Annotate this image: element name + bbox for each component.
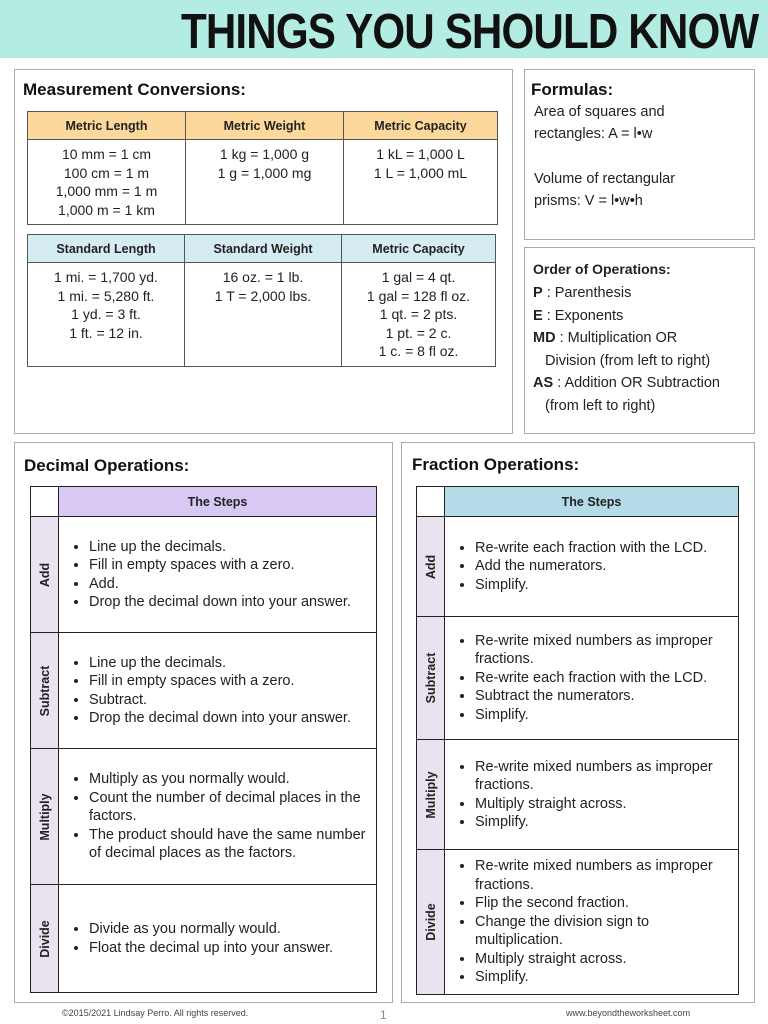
order-as <box>533 372 720 395</box>
steps-header: The Steps <box>59 487 377 517</box>
step: • Re-write each fraction with the LCD. <box>475 539 732 558</box>
decimal-title: Decimal Operations: <box>24 456 190 475</box>
step: • Drop the decimal down into your answer. <box>89 593 370 612</box>
order-box <box>524 247 755 434</box>
standard-header: Standard Weight <box>185 235 342 263</box>
order-md-cont: Division (from left to right) <box>545 352 711 369</box>
order-key: MD <box>533 330 556 346</box>
conversion: 1 g = 1,000 mg <box>217 164 312 181</box>
measurement-title: Measurement Conversions: <box>23 80 246 99</box>
conversion: 1 c. = 8 fl oz. <box>378 343 459 359</box>
page-number: 1 <box>380 1008 387 1022</box>
step: • The product should have the same number of decimal places as the factors. <box>89 826 370 863</box>
step: • Simplify. <box>475 706 732 725</box>
row-label: Subtract <box>423 652 438 704</box>
conversion: 1 kL = 1,000 L <box>376 146 465 162</box>
steps-cell <box>59 517 377 633</box>
step: • Multiply straight across. <box>475 795 732 814</box>
row-label-cell <box>31 885 59 993</box>
conversion: 1 gal = 128 fl oz. <box>366 287 471 304</box>
conversion: 1 gal = 4 qt. <box>381 269 456 285</box>
row-label-cell <box>31 749 59 885</box>
formula-line: rectangles: A = l•w <box>534 126 653 142</box>
decimal-box <box>14 442 393 1003</box>
metric-header: Metric Length <box>28 112 186 140</box>
standard-header: Metric Capacity <box>342 235 496 263</box>
order-text: : Parenthesis <box>546 285 632 301</box>
steps-cell <box>59 749 377 885</box>
title-banner <box>0 0 768 58</box>
step: • Re-write mixed numbers as improper fractions. <box>475 758 732 795</box>
steps-cell <box>445 850 739 995</box>
row-label: Multiply <box>423 770 438 819</box>
standard-weight-cell <box>185 263 342 367</box>
standard-capacity-cell <box>342 263 496 367</box>
step: • Add the numerators. <box>475 557 732 576</box>
order-as-cont: (from left to right) <box>545 397 656 414</box>
step: • Re-write mixed numbers as improper fractions. <box>475 857 732 894</box>
formula-line: prisms: V = l•w•h <box>534 193 643 209</box>
formulas-title: Formulas: <box>531 80 614 99</box>
step: • Count the number of decimal places in the factors. <box>89 789 370 826</box>
conversion: 1 ft. = 12 in. <box>69 324 143 341</box>
formulas-box <box>524 69 755 240</box>
metric-capacity-cell <box>344 140 498 225</box>
step: • Subtract. <box>89 691 370 710</box>
page-title: THINGS YOU SHOULD KNOW <box>180 5 758 59</box>
step: • Add. <box>89 575 370 594</box>
metric-length-cell <box>28 140 186 225</box>
fraction-box <box>401 442 755 1003</box>
metric-header: Metric Weight <box>186 112 344 140</box>
conversion: 100 cm = 1 m <box>63 164 150 181</box>
row-label: Multiply <box>37 792 52 841</box>
order-key: E <box>533 307 543 324</box>
order-text: : Exponents <box>546 307 624 324</box>
formula-volume <box>534 168 675 212</box>
step: • Line up the decimals. <box>89 654 370 673</box>
conversion: 1,000 m = 1 km <box>58 201 155 218</box>
step: • Divide as you normally would. <box>89 920 370 939</box>
steps-cell <box>59 885 377 993</box>
row-label-cell <box>417 617 445 740</box>
conversion: 1 kg = 1,000 g <box>219 146 310 162</box>
conversion: 1,000 mm = 1 m <box>55 183 158 199</box>
conversion: 1 qt. = 2 pts. <box>379 306 458 322</box>
conversion: 1 pt. = 2 c. <box>385 324 452 341</box>
row-label-cell <box>417 740 445 850</box>
copyright: ©2015/2021 Lindsay Perro. All rights reserved. <box>62 1008 249 1018</box>
step: • Fill in empty spaces with a zero. <box>89 672 370 691</box>
measurement-box <box>14 69 513 434</box>
standard-length-cell <box>28 263 185 367</box>
order-md <box>533 327 720 350</box>
fraction-table <box>416 486 739 995</box>
order-key: AS <box>533 375 554 391</box>
formula-line: Volume of rectangular <box>534 171 676 187</box>
order-e <box>533 305 720 328</box>
row-label-cell <box>417 517 445 617</box>
step: • Multiply straight across. <box>475 950 732 969</box>
order-text: : Addition OR Subtraction <box>557 375 721 391</box>
steps-cell <box>445 517 739 617</box>
step: • Float the decimal up into your answer. <box>89 939 370 958</box>
step: • Change the division sign to multiplication. <box>475 913 732 950</box>
step: • Simplify. <box>475 968 732 987</box>
step: • Multiply as you normally would. <box>89 770 370 789</box>
conversion: 1 mi. = 5,280 ft. <box>57 287 155 304</box>
standard-table <box>27 234 496 367</box>
metric-weight-cell <box>186 140 344 225</box>
formula-line: Area of squares and <box>534 104 665 120</box>
formula-area <box>534 101 665 145</box>
row-label-cell <box>31 517 59 633</box>
row-label: Divide <box>423 903 438 941</box>
step: • Simplify. <box>475 813 732 832</box>
step: • Subtract the numerators. <box>475 687 732 706</box>
corner-cell <box>417 487 445 517</box>
steps-cell <box>59 633 377 749</box>
steps-cell <box>445 740 739 850</box>
row-label: Divide <box>37 919 52 958</box>
step: • Flip the second fraction. <box>475 894 732 913</box>
row-label: Add <box>423 554 438 579</box>
conversion: 1 mi. = 1,700 yd. <box>54 269 158 285</box>
steps-header: The Steps <box>445 487 739 517</box>
order-key: P <box>533 285 543 301</box>
conversion: 1 T = 2,000 lbs. <box>214 287 312 304</box>
conversion: 1 yd. = 3 ft. <box>71 306 141 322</box>
conversion: 16 oz. = 1 lb. <box>222 269 304 285</box>
order-content <box>533 258 720 417</box>
step: • Drop the decimal down into your answer. <box>89 709 370 728</box>
standard-header: Standard Length <box>28 235 185 263</box>
metric-table <box>27 111 498 225</box>
step: • Re-write mixed numbers as improper fractions. <box>475 632 732 669</box>
row-label-cell <box>417 850 445 995</box>
row-label: Add <box>37 562 52 587</box>
steps-cell <box>445 617 739 740</box>
order-text: : Multiplication OR <box>559 330 678 346</box>
order-title: Order of Operations: <box>533 261 671 277</box>
row-label-cell <box>31 633 59 749</box>
website: www.beyondtheworksheet.com <box>566 1008 691 1018</box>
step: • Line up the decimals. <box>89 538 370 557</box>
step: • Re-write each fraction with the LCD. <box>475 669 732 688</box>
order-p <box>533 282 720 305</box>
conversion: 10 mm = 1 cm <box>61 146 152 162</box>
fraction-title: Fraction Operations: <box>412 455 580 474</box>
corner-cell <box>31 487 59 517</box>
row-label: Subtract <box>37 665 52 716</box>
step: • Simplify. <box>475 576 732 595</box>
decimal-table <box>30 486 377 993</box>
conversion: 1 L = 1,000 mL <box>373 164 468 181</box>
step: • Fill in empty spaces with a zero. <box>89 556 370 575</box>
metric-header: Metric Capacity <box>344 112 498 140</box>
